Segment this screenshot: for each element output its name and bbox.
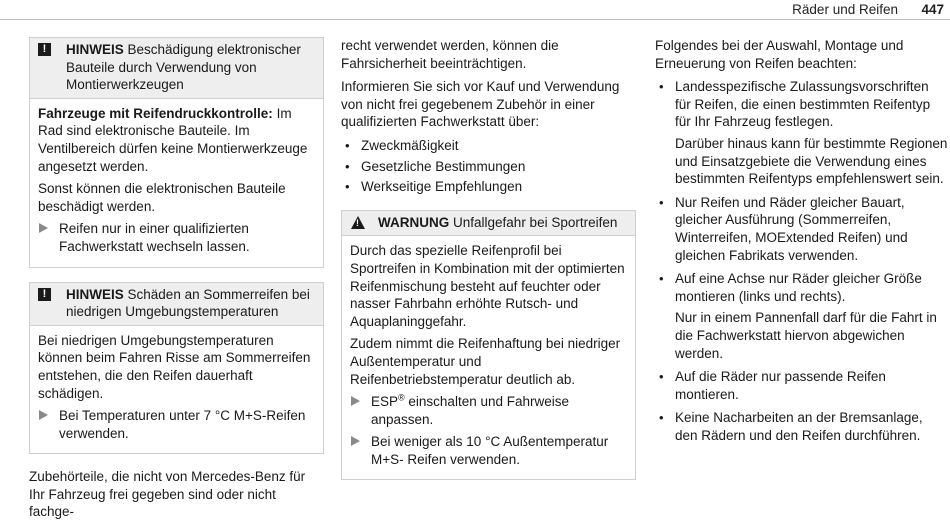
page-number: 447 [921,2,944,17]
list-item: • Gesetzliche Bestimmungen [345,158,526,174]
header-divider [0,19,950,20]
list-item: • Zweckmäßigkeit [345,137,459,153]
instruction-arrow-icon [351,436,360,446]
bullet-icon: • [345,137,350,153]
body-paragraph: Informieren Sie sich vor Kauf und Verwendung von nicht frei gegebenem Zubehör in einer qualifizierten Fachwerkstatt über: [341,79,620,130]
notice-keyword: HINWEIS [66,286,124,302]
instruction-text: ESP® einschalten und Fahrweise anpassen. [371,392,570,427]
bullet-list [655,78,948,444]
notice-title: Beschädigung elektronischer Bauteile durch Verwendung von Montierwerkzeugen [66,42,301,93]
list-item: • Auf die Räder nur passende Reifen montieren. [659,369,886,402]
notice-body [30,326,323,454]
warning-paragraph: Durch das spezielle Reifenprofil bei Sportreifen in Kombination mit der optimierten Reifenmischung besteht auf feuchter oder nasser Fahrbahn erhöhte Rutsch- und Aquaplaninggefahr. [350,243,625,329]
warning-paragraph: Zudem nimmt die Reifenhaftung bei niedriger Außentemperatur und Reifenbetriebstemperatur deutlich ab. [350,336,621,387]
notice-paragraph: Sonst können die elektronischen Bauteile beschädigt werden. [38,181,286,214]
instruction-text: Bei Temperaturen unter 7 °C M+S-Reifen verwenden. [59,408,306,441]
instruction-arrow-icon [39,410,48,420]
bullet-icon: • [659,369,664,385]
instruction-text: Bei weniger als 10 °C Außentemperatur M+S- Reifen verwenden. [371,434,609,467]
notice-paragraph: Bei niedrigen Umgebungstemperaturen können beim Fahren Risse am Sommerreifen entstehen, die den Reifen dauerhaft schädigen. [38,332,311,401]
body-paragraph: Folgendes bei der Auswahl, Montage und Erneuerung von Reifen beachten: [655,38,904,71]
notice-paragraph: Im Rad sind elektronische Bauteile. Im Ventilbereich dürfen keine Montierwerkzeuge angesetzt werden. [38,105,308,174]
bullet-list [341,137,636,196]
list-item: • Werkseitige Empfehlungen [345,179,523,195]
instruction-step [350,433,627,468]
exclamation-icon: ! [38,43,51,56]
notice-header [30,38,323,99]
warning-body [342,236,635,479]
list-item: • Landesspezifische Zulassungsvorschriften für Reifen, die einen bestimmten Reifentyp für Ihr Fahrzeug festlegen. Darüber hinaus kann für bestimmte Regionen und Einsatzgebiete die Verwendung eines bestimmten Reifentyps empfehlenswert sein. [659,79,948,187]
instruction-arrow-icon [39,223,48,233]
notice-box-electronic-parts [29,37,324,268]
column-middle [341,37,636,492]
bullet-icon: • [345,179,350,195]
notice-header [30,283,323,326]
bullet-icon: • [659,79,664,95]
column-right [655,37,948,452]
column-left [29,37,324,527]
warning-title: Unfallgefahr bei Sportreifen [453,214,618,230]
bullet-icon: • [659,271,664,287]
list-item: • Keine Nacharbeiten an der Bremsanlage, den Rädern und den Reifen durchführen. [659,410,923,443]
warning-box-sport-tyres [341,210,636,481]
body-paragraph: recht verwendet werden, können die Fahrsicherheit beeinträchtigen. [341,38,559,71]
notice-title: Schäden an Sommerreifen bei niedrigen Umgebungstemperaturen [66,286,310,320]
warning-keyword: WARNUNG [378,214,450,230]
bullet-icon: • [659,410,664,426]
instruction-step [38,407,315,442]
exclamation-icon: ! [38,288,51,301]
list-item: • Nur Reifen und Räder gleicher Bauart, gleicher Ausführung (Sommerreifen, Winterreifen, MOExtended Reifen) und gleichen Fabrikats verwenden. [659,194,908,263]
notice-body [30,99,323,267]
warning-header: ! WARNUNG Unfallgefahr bei Sportreifen [342,211,635,237]
list-item: • Auf eine Achse nur Räder gleicher Größe montieren (links und rechts). Nur in einem Pannenfall darf für die Fahrt in die Fachwerkstatt hiervon abgewichen werden. [659,271,937,361]
instruction-arrow-icon [351,396,360,406]
page-header [0,0,950,22]
notice-bold-lead: Fahrzeuge mit Reifendruckkontrolle: [38,105,273,121]
instruction-step [350,393,627,428]
instruction-step [38,220,315,255]
notice-keyword: HINWEIS [66,42,124,57]
body-paragraph: Zubehörteile, die nicht von Mercedes-Benz für Ihr Fahrzeug frei gegeben sind oder nicht fachge- [29,469,306,520]
bullet-icon: • [659,194,664,210]
instruction-text: Reifen nur in einer qualifizierten Fachwerkstatt wechseln lassen. [59,221,250,254]
notice-box-summer-tyres [29,282,324,455]
section-title: Räder und Reifen [792,2,898,17]
bullet-icon: • [345,158,350,174]
